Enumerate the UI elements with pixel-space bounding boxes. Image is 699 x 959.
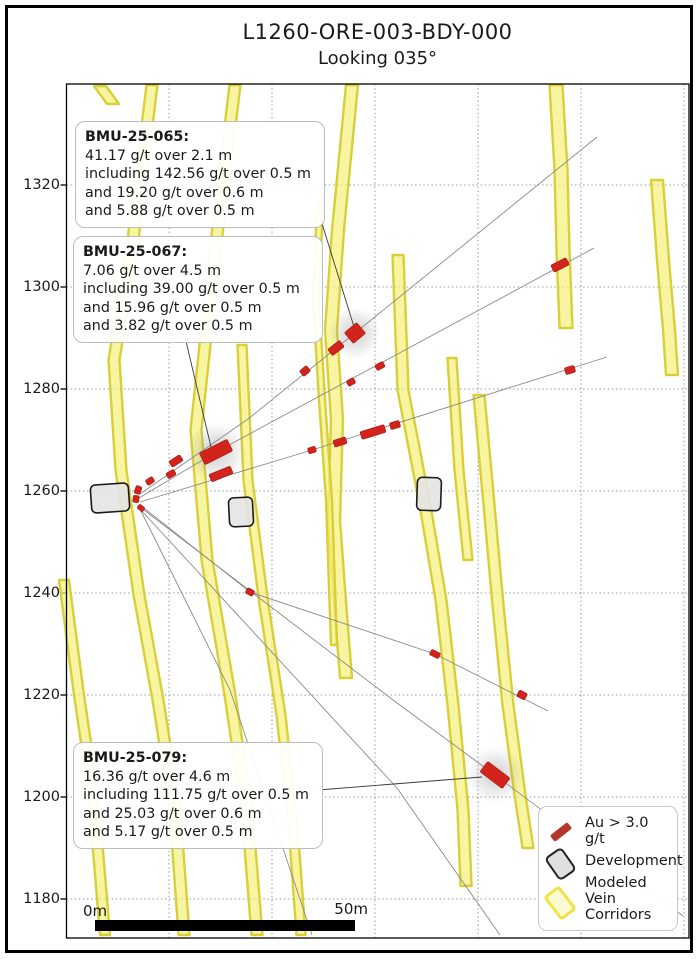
- development-shape: [90, 483, 130, 514]
- au-interval: [564, 365, 576, 375]
- au-interval: [346, 377, 356, 386]
- au-interval: [389, 420, 401, 430]
- au-interval: [166, 469, 177, 479]
- drillhole-trace: [140, 509, 500, 935]
- annotation-line: 16.36 g/t over 4.6 m: [83, 768, 231, 785]
- annotation-line: including 111.75 g/t over 0.5 m: [83, 787, 309, 804]
- au-interval: [307, 446, 316, 454]
- annotation-title: BMU-25-067:: [83, 244, 188, 260]
- scale-bar: [95, 920, 355, 931]
- au-interval: [137, 504, 146, 512]
- elevation-label: 1240: [23, 585, 60, 601]
- elevation-label: 1260: [23, 483, 60, 499]
- annotation-line: and 19.20 g/t over 0.6 m: [85, 184, 264, 201]
- annotation-title: BMU-25-079:: [83, 750, 188, 766]
- annotation-bmu-25-065: [75, 121, 325, 228]
- annotation-line: and 15.96 g/t over 0.5 m: [83, 299, 262, 316]
- annotation-line: including 142.56 g/t over 0.5 m: [85, 166, 311, 183]
- development-shape: [228, 497, 253, 527]
- legend-label: Modeled Vein Corridors: [585, 874, 652, 923]
- development-icon: [547, 848, 573, 876]
- annotation-line: including 39.00 g/t over 0.5 m: [83, 281, 300, 298]
- au-interval: [375, 361, 386, 371]
- annotation-line: and 5.88 g/t over 0.5 m: [85, 203, 255, 220]
- au-interval-icon: [547, 818, 573, 846]
- elevation-label: 1280: [23, 381, 60, 397]
- annotation-bmu-25-079: [73, 742, 323, 849]
- scale-label-left: 0m: [83, 902, 108, 920]
- elevation-label: 1200: [23, 789, 60, 805]
- annotation-line: and 5.17 g/t over 0.5 m: [83, 824, 253, 841]
- annotation-line: and 3.82 g/t over 0.5 m: [83, 318, 253, 335]
- au-interval: [429, 649, 441, 659]
- au-interval: [299, 365, 310, 376]
- au-interval: [516, 690, 527, 700]
- elevation-label: 1320: [23, 177, 60, 193]
- vein-corridor: [448, 358, 473, 560]
- legend-item-au: [547, 816, 669, 848]
- page-title: L1260-ORE-003-BDY-000: [242, 20, 513, 44]
- annotation-line: and 25.03 g/t over 0.6 m: [83, 805, 262, 822]
- vein-corridor: [94, 86, 119, 104]
- scale-label-right: 50m: [334, 900, 368, 918]
- legend: [538, 806, 683, 931]
- elevation-label: 1300: [23, 279, 60, 295]
- development-shape: [416, 477, 441, 511]
- elevation-label: 1180: [23, 891, 60, 907]
- annotation-bmu-25-067: [73, 236, 323, 343]
- legend-item-vein: [547, 876, 669, 924]
- legend-label: Development: [585, 852, 683, 869]
- legend-item-development: [547, 848, 683, 876]
- title-block: [66, 20, 689, 69]
- vein-corridor: [651, 180, 678, 375]
- annotation-title: BMU-25-065:: [85, 129, 190, 145]
- legend-label: Au > 3.0 g/t: [585, 815, 649, 847]
- au-interval: [133, 495, 140, 502]
- annotation-line: 41.17 g/t over 2.1 m: [85, 147, 233, 164]
- vein-corridor-icon: [547, 886, 573, 914]
- vein-corridor: [550, 85, 573, 328]
- page-subtitle: Looking 035°: [317, 48, 438, 69]
- au-interval: [360, 425, 386, 440]
- annotation-line: 7.06 g/t over 4.5 m: [83, 262, 222, 279]
- elevation-label: 1220: [23, 687, 60, 703]
- vein-corridor: [393, 255, 472, 886]
